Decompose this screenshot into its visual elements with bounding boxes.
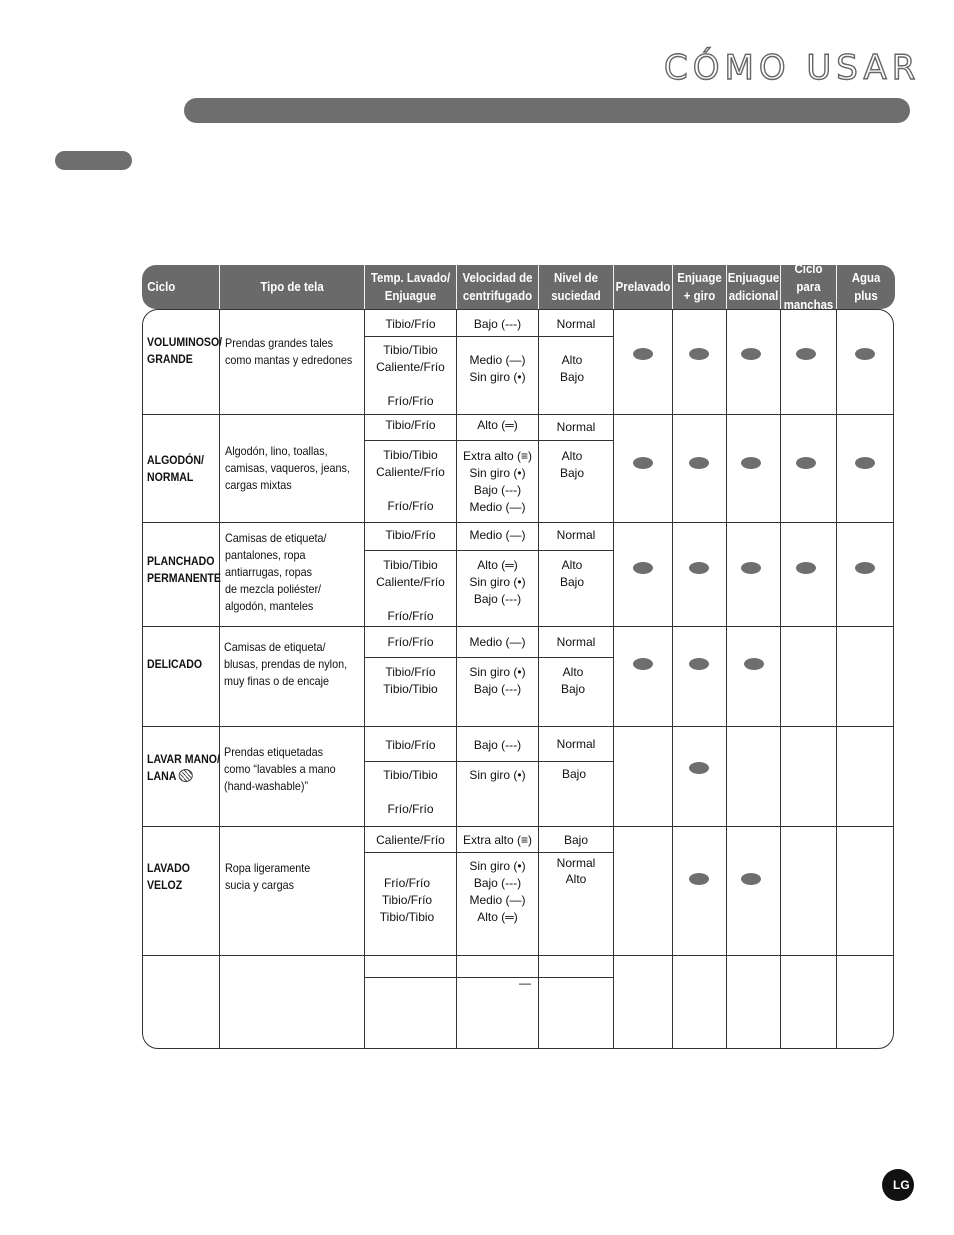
prelavado-dot: [633, 562, 653, 574]
header-enjuague-giro: Enjuage + giro: [677, 270, 722, 303]
ciclo-manchas-dot: [796, 562, 816, 574]
enjuague-giro-dot: [689, 562, 709, 574]
temp-default: Tibio/Frío: [385, 317, 436, 331]
spin-default: Bajo (---): [473, 317, 522, 331]
spin-options: Sin giro (•) Bajo (---) Medio (—) Alto (═): [469, 859, 526, 924]
fabric-type: Prendas etiquetadas como “lavables a mano (hand-washable)”: [224, 745, 336, 793]
fabric-type: Ropa ligeramente sucia y cargas: [225, 861, 311, 892]
agua-plus-dot: [855, 348, 875, 360]
spin-default: Bajo (---): [473, 738, 522, 752]
temp-default: Tibio/Frío: [385, 528, 436, 542]
enjuague-adicional-dot: [744, 658, 764, 670]
header-temp: Temp. Lavado/ Enjuague: [370, 270, 451, 303]
soil-default: Normal: [556, 737, 596, 751]
cycle-name: DELICADO: [147, 657, 203, 671]
prelavado-dot: [633, 457, 653, 469]
cycle-name: VOLUMINOSO/ GRANDE: [147, 335, 223, 366]
spin-default: Medio (—): [469, 528, 526, 542]
enjuague-adicional-dot: [741, 873, 761, 885]
enjuague-adicional-dot: [741, 457, 761, 469]
soil-options: Alto Bajo: [559, 449, 585, 480]
spin-options: Alto (═) Sin giro (•) Bajo (---): [469, 558, 526, 606]
soil-options: Bajo: [561, 767, 587, 781]
soil-options: Alto Bajo: [560, 665, 586, 696]
fabric-type: Algodón, lino, toallas, camisas, vaqueros, jeans, cargas mixtas: [225, 444, 350, 492]
cycle-name: LAVADO VELOZ: [147, 861, 191, 892]
temp-options: Tibio/Frío Tibio/Tibio: [383, 665, 438, 696]
wool-icon: [179, 769, 193, 782]
page-title: CÓMO USAR: [664, 48, 921, 88]
enjuague-giro-dot: [689, 762, 709, 774]
temp-options: Frío/Frío Tibio/Frío Tibio/Tibio: [379, 876, 435, 924]
header-tipo: Tipo de tela: [260, 279, 324, 294]
fabric-type: Camisas de etiqueta/ pantalones, ropa antiarrugas, ropas de mezcla poliéster/ algodón, manteles: [225, 531, 327, 613]
cycle-name: ALGODÓN/ NORMAL: [147, 453, 204, 484]
fabric-type: Camisas de etiqueta/ blusas, prendas de nylon, muy finas o de encaje: [224, 640, 348, 688]
temp-options: Tibio/Tibio Caliente/Frío Frío/Frío: [376, 343, 445, 408]
header-ciclo: Ciclo: [147, 279, 176, 294]
ciclo-manchas-dot: [796, 457, 816, 469]
header-agua-plus: Agua plus: [851, 270, 881, 303]
soil-default: Normal: [556, 528, 596, 542]
soil-options: Alto Bajo: [559, 353, 585, 384]
temp-options: Tibio/Tibio Frío/Frío: [383, 768, 438, 816]
header-velocidad: Velocidad de centrifugado: [462, 270, 533, 303]
soil-default: Bajo: [563, 833, 589, 847]
temp-default: Frío/Frío: [387, 635, 434, 649]
agua-plus-dot: [855, 457, 875, 469]
soil-default: Normal: [556, 635, 596, 649]
soil-default: Normal: [556, 420, 596, 434]
spin-default: Alto (═): [477, 418, 518, 432]
header-prelavado: Prelavado: [615, 279, 671, 294]
prelavado-dot: [633, 658, 653, 670]
cycle-table: [142, 309, 894, 1049]
enjuague-adicional-dot: [741, 562, 761, 574]
cycle-name: PLANCHADO PERMANENTE: [147, 554, 221, 585]
spin-options: Sin giro (•): [469, 768, 526, 782]
soil-default: Normal: [556, 317, 596, 331]
enjuague-giro-dot: [689, 873, 709, 885]
table-header: [142, 265, 895, 309]
soil-options: Normal Alto: [556, 856, 596, 886]
temp-default: Tibio/Frío: [385, 418, 436, 432]
spin-options: Medio (—) Sin giro (•): [469, 353, 526, 384]
spin-default: Medio (—): [469, 635, 526, 649]
temp-default: Caliente/Frío: [376, 833, 445, 847]
enjuague-giro-dot: [689, 658, 709, 670]
prelavado-dot: [633, 348, 653, 360]
header-ciclo-manchas: Ciclo para manchas: [783, 265, 834, 309]
enjuague-giro-dot: [689, 457, 709, 469]
section-tab: [55, 151, 132, 170]
temp-default: Tibio/Frío: [385, 738, 436, 752]
spin-mark: —: [519, 976, 531, 990]
section-header-bar: [184, 98, 910, 123]
spin-default: Extra alto (≡): [462, 833, 533, 847]
spin-options: Sin giro (•) Bajo (---): [469, 665, 526, 696]
ciclo-manchas-dot: [796, 348, 816, 360]
temp-options: Tibio/Tibio Caliente/Frío Frío/Frío: [376, 558, 445, 623]
temp-options: Tibio/Tibio Caliente/Frío Frío/Frío: [376, 448, 445, 513]
enjuague-adicional-dot: [741, 348, 761, 360]
fabric-type: Prendas grandes tales como mantas y edredones: [225, 336, 353, 367]
lg-logo: LG: [882, 1169, 914, 1201]
header-nivel: Nivel de suciedad: [551, 270, 601, 303]
soil-options: Alto Bajo: [559, 558, 585, 589]
agua-plus-dot: [855, 562, 875, 574]
header-enjuague-adicional: Enjuague adicional: [727, 270, 780, 303]
spin-options: Extra alto (≡) Sin giro (•) Bajo (---) Medio (—): [462, 449, 533, 514]
enjuague-giro-dot: [689, 348, 709, 360]
cycle-name: LAVAR MANO/ LANA: [147, 752, 220, 783]
